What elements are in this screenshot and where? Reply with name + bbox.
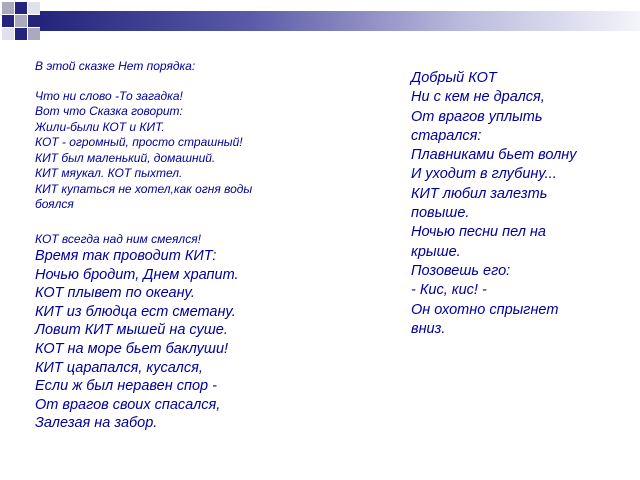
poem-line: И уходит в глубину... — [411, 166, 557, 183]
deco-square — [28, 2, 40, 14]
poem-line: КОТ - огромный, просто страшный! — [35, 135, 243, 149]
poem-line: боялся — [35, 197, 74, 211]
poem-line: Плавниками бьет волну — [411, 147, 577, 164]
poem-line: старался: — [411, 127, 482, 144]
poem-line: Что ни слово -То загадка! — [35, 88, 183, 103]
poem-line: - Кис, кис! - — [411, 282, 487, 299]
poem-line: КИТ любил залезть — [411, 185, 548, 202]
deco-square — [28, 28, 40, 40]
poem-line: Ночью песни пел на — [411, 224, 546, 241]
poem-line: В этой сказке Нет порядка: — [35, 59, 196, 73]
deco-square — [2, 28, 14, 40]
poem-line: Если ж был неравен спор - — [35, 378, 217, 395]
poem-line: Ни с кем не дрался, — [411, 89, 545, 106]
poem-line: повыше. — [411, 205, 470, 222]
poem-line: Позовешь его: — [411, 262, 511, 279]
poem-line: крыше. — [411, 243, 461, 260]
poem-line: Жили-были КОТ и КИТ. — [35, 119, 165, 134]
poem-line: От врагов уплыть — [411, 108, 543, 125]
poem-line: Время так проводит КИТ: — [35, 248, 217, 264]
poem-intro-block — [35, 59, 252, 213]
poem-line: КИТ мяукал. КОТ пыхтел. — [35, 166, 183, 180]
poem-line: Добрый КОТ — [411, 70, 497, 86]
poem-line: Вот что Сказка говорит: — [35, 104, 183, 118]
deco-square — [2, 2, 14, 14]
deco-square — [28, 15, 40, 27]
poem-line: КОТ плывет по океану. — [35, 285, 195, 302]
poem-line: Ночью бродит, Днем храпит. — [35, 266, 239, 283]
poem-line: Он охотно спрыгнет — [411, 301, 559, 318]
poem-line: Ловит КИТ мышей на суше. — [35, 322, 228, 339]
poem-line: КИТ царапался, кусался, — [35, 359, 203, 376]
poem-line: КИТ из блюдца ест сметану. — [35, 303, 236, 320]
poem-main-block — [35, 231, 239, 433]
poem-line: Залезая на забор. — [35, 415, 158, 432]
poem-line: КОТ всегда над ним смеялся! — [35, 232, 201, 246]
deco-square — [15, 28, 27, 40]
poem-line: КИТ купаться не хотел,как огня воды — [35, 181, 253, 196]
poem-right-block — [411, 69, 577, 339]
header-gradient-bar — [40, 11, 640, 31]
poem-line: КИТ был маленький, домашний. — [35, 150, 216, 165]
poem-line: вниз. — [411, 320, 446, 337]
deco-square — [2, 15, 14, 27]
deco-square — [15, 15, 27, 27]
deco-square — [15, 2, 27, 14]
poem-line: КОТ на море бьет баклуши! — [35, 340, 229, 357]
poem-line: От врагов своих спасался, — [35, 396, 221, 413]
